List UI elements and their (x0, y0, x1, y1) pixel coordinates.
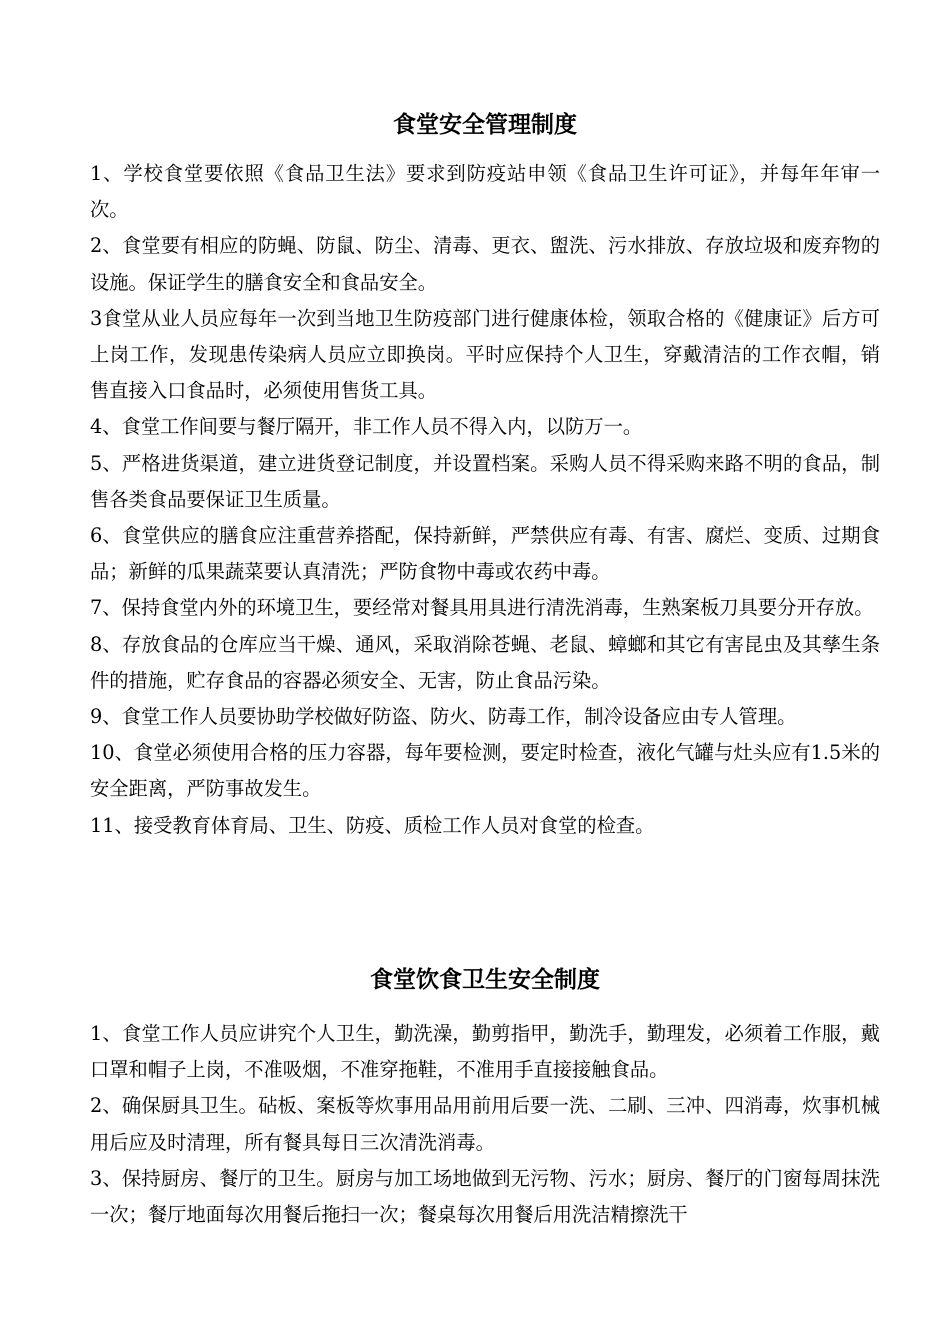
rule-item: 10、食堂必须使用合格的压力容器，每年要检测，要定时检查，液化气罐与灶头应有1.5米的安全距离，严防事故发生。 (90, 741, 880, 801)
rule-item: 8、存放食品的仓库应当干燥、通风，采取消除苍蝇、老鼠、蟑螂和其它有害昆虫及其孳生条件的措施，贮存食品的容器必须安全、无害，防止食品污染。 (90, 632, 880, 692)
rule-item: 2、食堂要有相应的防蝇、防鼠、防尘、清毒、更衣、盥洗、污水排放、存放垃圾和废弃物的设施。保证学生的膳食安全和食品安全。 (90, 234, 880, 294)
rule-item: 1、食堂工作人员应讲究个人卫生，勤洗澡，勤剪指甲，勤洗手，勤理发，必须着工作服，戴口罩和帽子上岗，不准吸烟，不准穿拖鞋，不准用手直接接触食品。 (90, 1022, 880, 1082)
rule-item: 3食堂从业人员应每年一次到当地卫生防疫部门进行健康体检，领取合格的《健康证》后方可上岗工作，发现患传染病人员应立即换岗。平时应保持个人卫生，穿戴清洁的工作衣帽，销售直接入口食品时，必须使用售货工具。 (90, 306, 880, 403)
section-title-canteen-food-hygiene: 食堂饮食卫生安全制度 (370, 966, 600, 993)
rule-item: 6、食堂供应的膳食应注重营养搭配，保持新鲜，严禁供应有毒、有害、腐烂、变质、过期食品；新鲜的瓜果蔬菜要认真清洗；严防食物中毒或农药中毒。 (90, 524, 880, 584)
rule-item: 5、严格进货渠道，建立进货登记制度，并设置档案。采购人员不得采购来路不明的食品，制售各类食品要保证卫生质量。 (90, 451, 880, 511)
rule-item: 7、保持食堂内外的环境卫生，要经常对餐具用具进行清洗消毒，生熟案板刀具要分开存放。 (90, 596, 874, 620)
rule-item: 2、确保厨具卫生。砧板、案板等炊事用品用前用后要一洗、二刷、三冲、四消毒，炊事机械用后应及时清理，所有餐具每日三次清洗消毒。 (90, 1094, 880, 1154)
rule-item: 1、学校食堂要依照《食品卫生法》要求到防疫站申领《食品卫生许可证》，并每年年审一次。 (90, 162, 880, 222)
rule-item: 9、食堂工作人员要协助学校做好防盗、防火、防毒工作，制冷设备应由专人管理。 (90, 705, 797, 729)
section-title-canteen-safety-management: 食堂安全管理制度 (393, 111, 577, 138)
rule-list-canteen-safety-management (90, 156, 880, 844)
rule-item: 4、食堂工作间要与餐厅隔开，非工作人员不得入内，以防万一。 (90, 415, 643, 439)
rule-list-canteen-food-hygiene (90, 1016, 880, 1233)
rule-item: 3、保持厨房、餐厅的卫生。厨房与加工场地做到无污物、污水；厨房、餐厅的门窗每周抹洗一次；餐厅地面每次用餐后拖扫一次；餐桌每次用餐后用洗洁精擦洗干 (90, 1166, 880, 1227)
rule-item: 11、接受教育体育局、卫生、防疫、质检工作人员对食堂的检查。 (90, 813, 655, 837)
